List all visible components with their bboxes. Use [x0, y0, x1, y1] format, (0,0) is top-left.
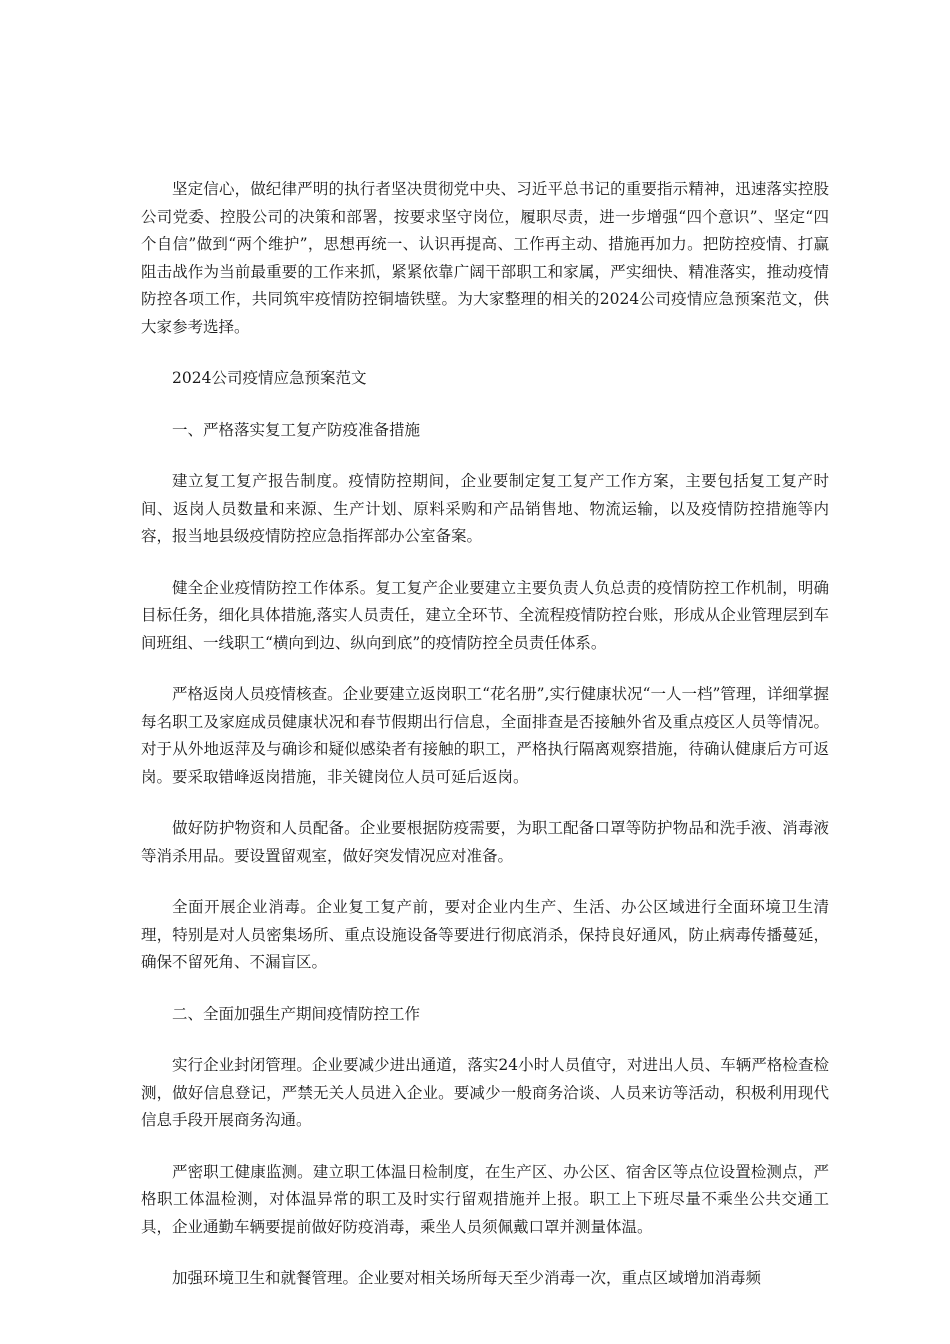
- intro-paragraph: 坚定信心，做纪律严明的执行者坚决贯彻党中央、习近平总书记的重要指示精神，迅速落实控股公司党委、控股公司的决策和部署，按要求坚守岗位，履职尽责，进一步增强“四个意识”、坚定“四个自信”做到“两个维护”，思想再统一、认识再提高、工作再主动、措施再加力。把防控疫情、打赢阻击战作为当前最重要的工作来抓，紧紧依靠广阔干部职工和家属，严实细快、精准落实，推动疫情防控各项工作，共同筑牢疫情防控铜墙铁壁。为大家整理的相关的2024公司疫情应急预案范文，供大家参考选择。: [141, 180, 829, 336]
- section-1-paragraph-3: 严格返岗人员疫情核查。企业要建立返岗职工“花名册”,实行健康状况“一人一档”管理，详细掌握每名职工及家庭成员健康状况和春节假期出行信息，全面排查是否接触外省及重点疫区人员等情况。对于从外地返萍及与确诊和疑似感染者有接触的职工，严格执行隔离观察措施，待确认健康后方可返岗。要采取错峰返岗措施，非关键岗位人员可延后返岗。: [141, 685, 829, 786]
- section-1-paragraph-1: 建立复工复产报告制度。疫情防控期间，企业要制定复工复产工作方案，主要包括复工复产时间、返岗人员数量和来源、生产计划、原料采购和产品销售地、物流运输，以及疫情防控措施等内容，报当地县级疫情防控应急指挥部办公室备案。: [141, 472, 829, 545]
- document-body: [141, 176, 829, 1317]
- document-title: 2024公司疫情应急预案范文: [172, 369, 367, 387]
- section-1-paragraph-5: 全面开展企业消毒。企业复工复产前，要对企业内生产、生活、办公区域进行全面环境卫生清理，特别是对人员密集场所、重点设施设备等要进行彻底消杀，保持良好通风，防止病毒传播蔓延，确保不留死角、不漏盲区。: [141, 898, 829, 971]
- section-2-paragraph-3: 加强环境卫生和就餐管理。企业要对相关场所每天至少消毒一次，重点区域增加消毒频: [172, 1269, 762, 1287]
- section-1-paragraph-4: 做好防护物资和人员配备。企业要根据防疫需要，为职工配备口罩等防护物品和洗手液、消毒液等消杀用品。要设置留观室，做好突发情况应对准备。: [141, 819, 829, 865]
- section-1-paragraph-2: 健全企业疫情防控工作体系。复工复产企业要建立主要负责人负总责的疫情防控工作机制，明确目标任务，细化具体措施,落实人员责任，建立全环节、全流程疫情防控台账，形成从企业管理层到车间班组、一线职工“横向到边、纵向到底”的疫情防控全员责任体系。: [141, 578, 829, 652]
- section-1-heading: 一、严格落实复工复产防疫准备措施: [172, 420, 421, 439]
- section-2-paragraph-2: 严密职工健康监测。建立职工体温日检制度，在生产区、办公区、宿舍区等点位设置检测点，严格职工体温检测，对体温异常的职工及时实行留观措施并上报。职工上下班尽量不乘坐公共交通工具，企业通勤车辆要提前做好防疫消毒，乘坐人员须佩戴口罩并测量体温。: [141, 1162, 829, 1236]
- section-2-heading: 二、全面加强生产期间疫情防控工作: [172, 1004, 421, 1023]
- section-2-paragraph-1: 实行企业封闭管理。企业要减少进出通道，落实24小时人员值守，对进出人员、车辆严格检查检测，做好信息登记，严禁无关人员进入企业。要减少一般商务洽谈、人员来访等活动，积极利用现代信息手段开展商务沟通。: [141, 1056, 829, 1129]
